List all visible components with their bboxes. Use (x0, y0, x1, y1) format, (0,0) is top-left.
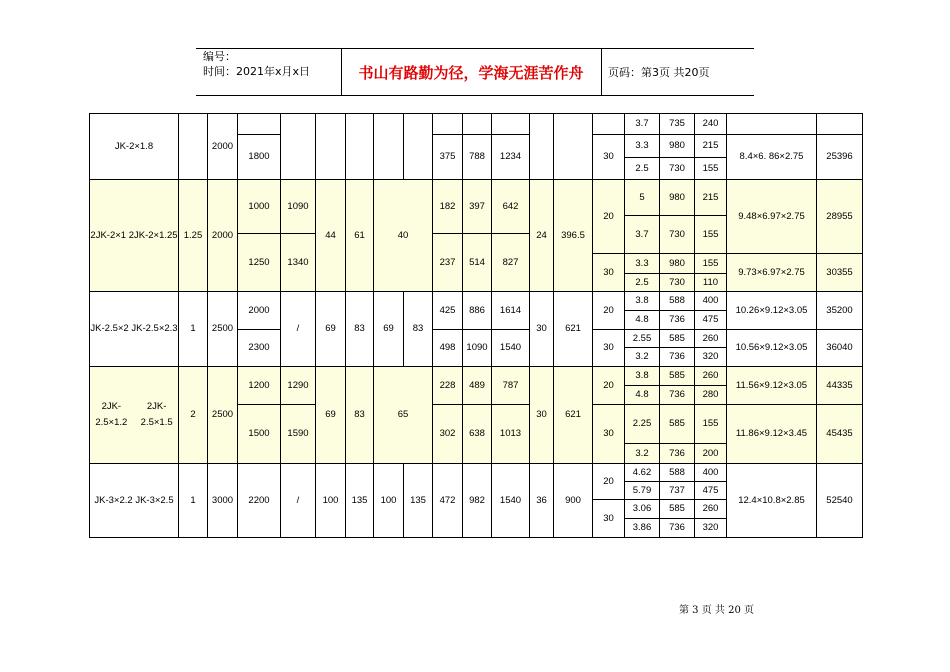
table-cell: 129 0 (280, 366, 316, 405)
table-cell: 300 0 (207, 463, 238, 538)
table-cell: 2 (178, 366, 208, 464)
table-cell: 498 (432, 329, 463, 367)
table-cell: 36040 (816, 329, 863, 367)
table-cell: 980 (659, 179, 695, 216)
table-cell: 1 (178, 463, 208, 538)
table-cell: 585 (659, 499, 695, 519)
table-cell: 1 (178, 291, 208, 367)
table-cell: 83 (345, 291, 374, 367)
table-cell: 44335 (816, 366, 863, 405)
table-cell: 302 (432, 404, 463, 464)
table-cell: 475 (694, 481, 727, 500)
table-cell: 3.2 (624, 443, 660, 464)
table-cell: 585 (659, 329, 695, 348)
table-cell: 4.8 (624, 385, 660, 405)
table-cell: 61 (345, 179, 374, 292)
table-cell (816, 113, 863, 135)
table-cell: 2300 (237, 329, 281, 367)
table-cell: 1.25 (178, 179, 208, 292)
table-cell: 585 (659, 404, 695, 444)
table-cell: 980 (659, 134, 695, 158)
table-cell: 1013 (491, 404, 530, 464)
table-cell: 475 (694, 310, 727, 330)
table-cell: 24 (529, 179, 554, 292)
table-cell: 240 (694, 113, 727, 135)
table-cell: 12.4×10.8×2.85 (726, 463, 817, 538)
table-cell: 3.86 (624, 518, 660, 538)
table-cell: 69 (315, 291, 346, 367)
table-cell: 155 (694, 157, 727, 180)
table-cell: 44 (315, 179, 346, 292)
table-cell: 472 (432, 463, 463, 538)
table-cell: 489 (462, 366, 492, 405)
table-cell: 827 (491, 233, 530, 292)
table-cell: 83 (345, 366, 374, 464)
table-cell: 1540 (491, 329, 530, 367)
table-cell: 10.26×9.12×3.05 (726, 291, 817, 330)
table-cell: 215 (694, 134, 727, 158)
table-cell: 260 (694, 499, 727, 519)
table-cell: 20 (592, 463, 625, 500)
table-cell: 3.2 (624, 347, 660, 367)
table-cell: 4.8 (624, 310, 660, 330)
table-cell: 40 (373, 179, 433, 292)
table-cell: 730 (659, 273, 695, 292)
table-cell: 30 (592, 404, 625, 464)
table-cell: 155 (694, 404, 727, 444)
table-cell: 83 (403, 291, 433, 367)
table-cell: 65 (373, 366, 433, 464)
table-cell: 8.4×6. 86×2.75 (726, 134, 817, 180)
table-cell (529, 113, 554, 180)
table-cell: 30 (529, 366, 554, 464)
table-cell: 1250 (237, 233, 281, 292)
table-cell: 10.56×9.12×3.05 (726, 329, 817, 367)
table-cell: 155 (694, 215, 727, 254)
table-cell: 30 (592, 253, 625, 292)
table-cell: 159 0 (280, 404, 316, 464)
table-cell: / (280, 463, 316, 538)
table-cell: 3.3 (624, 253, 660, 274)
page-code: 页码：第3页 共20页 (608, 66, 710, 79)
table-cell: 228 (432, 366, 463, 405)
table-cell: 1614 (491, 291, 530, 330)
table-cell: 155 (694, 253, 727, 274)
table-cell: 200 0 (207, 179, 238, 292)
table-cell: 3.3 (624, 134, 660, 158)
table-cell: 2JK-2.5×1.2 2JK-2.5×1.5 (89, 366, 179, 464)
header-bottom-rule (196, 95, 754, 96)
table-cell (280, 113, 316, 180)
table-cell: 2.25 (624, 404, 660, 444)
table-cell: 2.5 (624, 273, 660, 292)
table-cell: 45435 (816, 404, 863, 464)
table-cell: 3.7 (624, 215, 660, 254)
table-cell: 11.56×9.12×3.05 (726, 366, 817, 405)
table-cell: 200 0 (207, 113, 238, 180)
table-cell: 397 (462, 179, 492, 234)
table-cell: 280 (694, 385, 727, 405)
table-cell: 109 0 (280, 179, 316, 234)
table-cell: 736 (659, 310, 695, 330)
table-cell: 400 (694, 291, 727, 311)
table-cell: 134 0 (280, 233, 316, 292)
table-cell: 52540 (816, 463, 863, 538)
table-cell: 30355 (816, 253, 863, 292)
header-divider-right (601, 48, 602, 96)
table-cell: 182 (432, 179, 463, 234)
table-cell: 11.86×9.12×3.45 (726, 404, 817, 464)
table-cell (237, 113, 281, 135)
table-cell: 135 (345, 463, 374, 538)
table-cell (491, 113, 530, 135)
table-cell: 2.5 (624, 157, 660, 180)
table-cell (432, 113, 463, 135)
table-cell: 736 (659, 443, 695, 464)
table-cell: 135 (403, 463, 433, 538)
table-cell: 588 (659, 463, 695, 482)
table-cell: 100 (315, 463, 346, 538)
table-cell: 25396 (816, 134, 863, 180)
page-footer: 第 3 页 共 20 页 (679, 605, 754, 616)
table-cell: 3.7 (624, 113, 660, 135)
table-cell: 736 (659, 347, 695, 367)
table-cell: 730 (659, 157, 695, 180)
table-cell: 3.8 (624, 366, 660, 386)
table-cell: 320 (694, 347, 727, 367)
table-cell: 588 (659, 291, 695, 311)
table-cell: 396.5 (553, 179, 593, 292)
table-cell: 642 (491, 179, 530, 234)
table-cell: JK-2×1.8 (89, 113, 179, 180)
table-cell: 2JK-2×1 2JK-2×1.25 (89, 179, 179, 292)
table-cell: 2.55 (624, 329, 660, 348)
table-cell: 900 (553, 463, 593, 538)
table-cell: 788 (462, 134, 492, 180)
table-cell: 1200 (237, 366, 281, 405)
table-cell: 10 0 (373, 463, 404, 538)
serial-label: 编号： (203, 50, 236, 63)
table-cell: 2200 (237, 463, 281, 538)
table-cell (403, 113, 433, 180)
table-cell (462, 113, 492, 135)
table-cell: 730 (659, 215, 695, 254)
table-cell: 69 (315, 366, 346, 464)
table-cell (726, 113, 817, 135)
table-cell: 5 (624, 179, 660, 216)
table-cell: 1000 (237, 179, 281, 234)
table-cell: 69 (373, 291, 404, 367)
table-cell: 30 (529, 291, 554, 367)
table-cell: 1500 (237, 404, 281, 464)
table-cell: 3.8 (624, 291, 660, 311)
table-cell: 9.73×6.97×2.75 (726, 253, 817, 292)
table-cell: 260 (694, 366, 727, 386)
table-cell: 320 (694, 518, 727, 538)
table-cell: 110 (694, 273, 727, 292)
table-cell: 3.06 (624, 499, 660, 519)
table-cell: 237 (432, 233, 463, 292)
table-cell: 1800 (237, 134, 281, 180)
table-cell: 109 0 (462, 329, 492, 367)
table-cell: 9.48×6.97×2.75 (726, 179, 817, 254)
table-cell: 5.79 (624, 481, 660, 500)
table-cell: 787 (491, 366, 530, 405)
table-cell: 260 (694, 329, 727, 348)
time-label: 时间：2021年x月x日 (203, 65, 311, 78)
table-cell: JK-2.5×2 JK-2.5×2.3 (89, 291, 179, 367)
table-cell: 425 (432, 291, 463, 330)
table-cell: 514 (462, 233, 492, 292)
table-cell (553, 113, 593, 180)
table-cell: 35200 (816, 291, 863, 330)
table-cell: 36 (529, 463, 554, 538)
table-cell: 1540 (491, 463, 530, 538)
table-cell (178, 113, 208, 180)
table-cell: 30 (592, 329, 625, 367)
table-cell: 30 (592, 134, 625, 180)
table-cell: 735 (659, 113, 695, 135)
table-cell: 886 (462, 291, 492, 330)
table-cell: 737 (659, 481, 695, 500)
table-cell: 20 (592, 366, 625, 405)
table-cell: 736 (659, 385, 695, 405)
table-cell: 400 (694, 463, 727, 482)
table-cell: 1234 (491, 134, 530, 180)
header-top-rule (196, 48, 754, 49)
table-cell: 28955 (816, 179, 863, 254)
table-cell: / (280, 291, 316, 367)
table-cell: 2000 (237, 291, 281, 330)
table-cell (345, 113, 374, 180)
table-cell: 621 (553, 291, 593, 367)
table-cell: 20 (592, 291, 625, 330)
table-cell: JK-3×2.2 JK-3×2.5 (89, 463, 179, 538)
table-cell: 30 (592, 499, 625, 538)
table-cell: 980 (659, 253, 695, 274)
table-cell (373, 113, 404, 180)
table-cell: 638 (462, 404, 492, 464)
table-cell: 585 (659, 366, 695, 386)
table-cell: 20 (592, 179, 625, 254)
table-cell (315, 113, 346, 180)
table-cell (592, 113, 625, 135)
motto-title: 书山有路勤为径，学海无涯苦作舟 (358, 64, 584, 82)
table-cell: 215 (694, 179, 727, 216)
table-cell: 621 (553, 366, 593, 464)
table-cell: 250 0 (207, 291, 238, 367)
page-header (196, 48, 754, 96)
table-cell: 736 (659, 518, 695, 538)
table-cell: 200 (694, 443, 727, 464)
table-cell: 982 (462, 463, 492, 538)
table-cell: 4.62 (624, 463, 660, 482)
table-cell: 250 0 (207, 366, 238, 464)
table-cell: 375 (432, 134, 463, 180)
